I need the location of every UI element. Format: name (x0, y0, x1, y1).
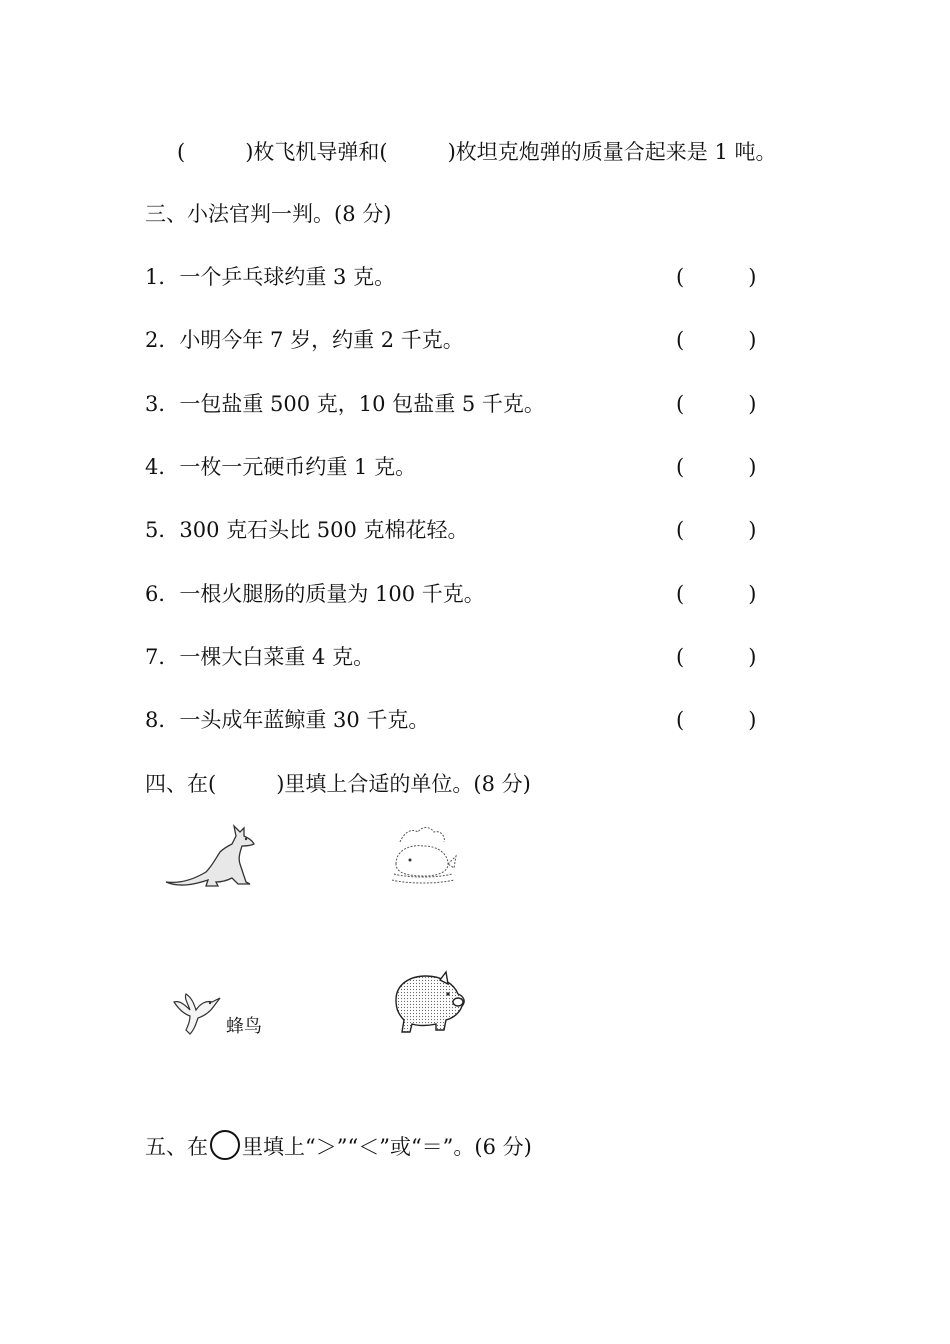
judge-answer-box[interactable] (676, 516, 756, 544)
judge-item-text: 8．一头成年蓝鲸重 30 千克。 (145, 708, 430, 732)
close-paren: ) (748, 582, 757, 606)
open-paren: ( (676, 265, 685, 289)
judge-item-text: 6．一根火腿肠的质量为 100 千克。 (145, 582, 485, 606)
open-paren: ( (676, 582, 685, 606)
section3-title: 三、小法官判一判。(8 分) (145, 202, 392, 226)
judge-answer-box[interactable] (676, 453, 756, 481)
judge-answer-box[interactable] (676, 643, 756, 671)
judge-answer-box[interactable] (676, 706, 756, 734)
kangaroo-icon (162, 822, 258, 892)
section5-title-a: 五、在 (145, 1135, 208, 1159)
open-paren: ( (676, 392, 685, 416)
judge-item-text: 4．一枚一元硬币约重 1 克。 (145, 455, 417, 479)
judge-answer-box[interactable] (676, 580, 756, 608)
open-paren: ( (676, 328, 685, 352)
section4-title-b: )里填上合适的单位。(8 分) (276, 772, 531, 796)
top-text-1: )枚飞机导弹和( (245, 140, 388, 164)
judge-item-text: 5．300 克石头比 500 克棉花轻。 (145, 518, 469, 542)
close-paren: ) (748, 518, 757, 542)
close-paren: ) (748, 328, 757, 352)
close-paren: ) (748, 392, 757, 416)
close-paren: ) (748, 645, 757, 669)
judge-answer-box[interactable] (676, 390, 756, 418)
judge-answer-box[interactable] (676, 263, 756, 291)
hummingbird-icon (170, 990, 222, 1038)
open-paren: ( (676, 708, 685, 732)
top-question-line (177, 138, 777, 166)
top-text-2: )枚坦克炮弹的质量合起来是 1 吨。 (447, 140, 777, 164)
compare-circle (210, 1130, 240, 1160)
open-paren: ( (676, 645, 685, 669)
hummingbird-label: 蜂鸟 (226, 1016, 262, 1037)
open-paren: ( (177, 140, 186, 164)
judge-item-text: 2．小明今年 7 岁，约重 2 千克。 (145, 328, 464, 352)
section4-title-a: 四、在( (145, 772, 217, 796)
judge-item-text: 1．一个乒乓球约重 3 克。 (145, 265, 396, 289)
section5-title (145, 1130, 532, 1161)
judge-answer-box[interactable] (676, 326, 756, 354)
open-paren: ( (676, 518, 685, 542)
open-paren: ( (676, 455, 685, 479)
whale-icon (388, 824, 458, 886)
judge-item-text: 3．一包盐重 500 克，10 包盐重 5 千克。 (145, 392, 545, 416)
pig-icon (388, 970, 468, 1036)
close-paren: ) (748, 265, 757, 289)
judge-item-text: 7．一棵大白菜重 4 克。 (145, 645, 375, 669)
section5-title-b: 里填上“＞”“＜”或“＝”。(6 分) (242, 1135, 532, 1159)
close-paren: ) (748, 455, 757, 479)
close-paren: ) (748, 708, 757, 732)
section4-title (145, 770, 531, 798)
